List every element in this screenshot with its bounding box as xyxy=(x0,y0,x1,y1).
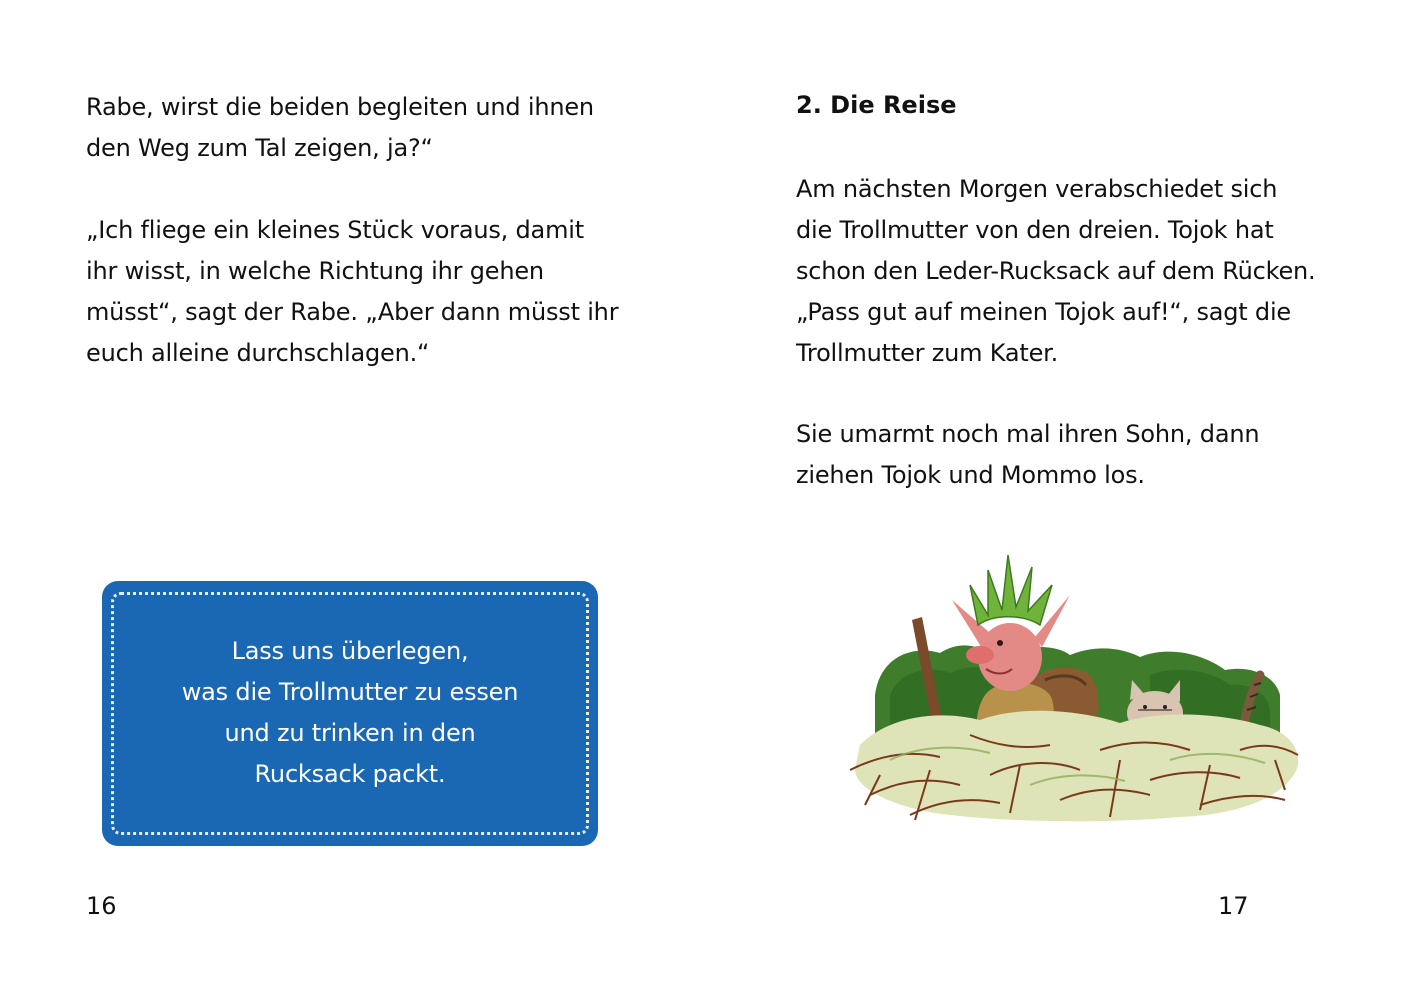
page-number-left: 16 xyxy=(86,892,117,920)
text-line: Rabe, wirst die beiden begleiten und ihnen xyxy=(86,93,594,121)
hint-line: und zu trinken in den xyxy=(224,719,476,747)
grass xyxy=(855,711,1298,821)
hint-line: Rucksack packt. xyxy=(254,760,446,788)
paragraph-1 xyxy=(86,87,594,169)
hint-box xyxy=(102,581,598,846)
text-line: müsst“, sagt der Rabe. „Aber dann müsst ihr xyxy=(86,298,619,326)
paragraph-4 xyxy=(796,414,1259,496)
troll-ear-left xyxy=(952,600,990,645)
right-page xyxy=(710,0,1420,1000)
text-line: den Weg zum Tal zeigen, ja?“ xyxy=(86,134,433,162)
paragraph-2 xyxy=(86,210,618,374)
text-line: Am nächsten Morgen verabschiedet sich xyxy=(796,175,1278,203)
text-line: Trollmutter zum Kater. xyxy=(796,339,1059,367)
troll-hair xyxy=(970,555,1052,625)
troll-and-cat-illustration xyxy=(820,545,1310,840)
text-line: schon den Leder-Rucksack auf dem Rücken. xyxy=(796,257,1316,285)
troll-eye xyxy=(997,640,1003,646)
text-line: die Trollmutter von den dreien. Tojok hat xyxy=(796,216,1274,244)
paragraph-3 xyxy=(796,169,1315,374)
hint-line: Lass uns überlegen, xyxy=(231,637,469,665)
chapter-heading: 2. Die Reise xyxy=(796,91,957,119)
text-line: ziehen Tojok und Mommo los. xyxy=(796,461,1145,489)
text-line: „Pass gut auf meinen Tojok auf!“, sagt die xyxy=(796,298,1292,326)
text-line: „Ich fliege ein kleines Stück voraus, damit xyxy=(86,216,584,244)
text-line: ihr wisst, in welche Richtung ihr gehen xyxy=(86,257,544,285)
hint-box-text xyxy=(102,631,598,795)
hint-line: was die Trollmutter zu essen xyxy=(181,678,519,706)
text-line: Sie umarmt noch mal ihren Sohn, dann xyxy=(796,420,1260,448)
page-number-right: 17 xyxy=(1218,892,1249,920)
text-line: euch alleine durchschlagen.“ xyxy=(86,339,430,367)
